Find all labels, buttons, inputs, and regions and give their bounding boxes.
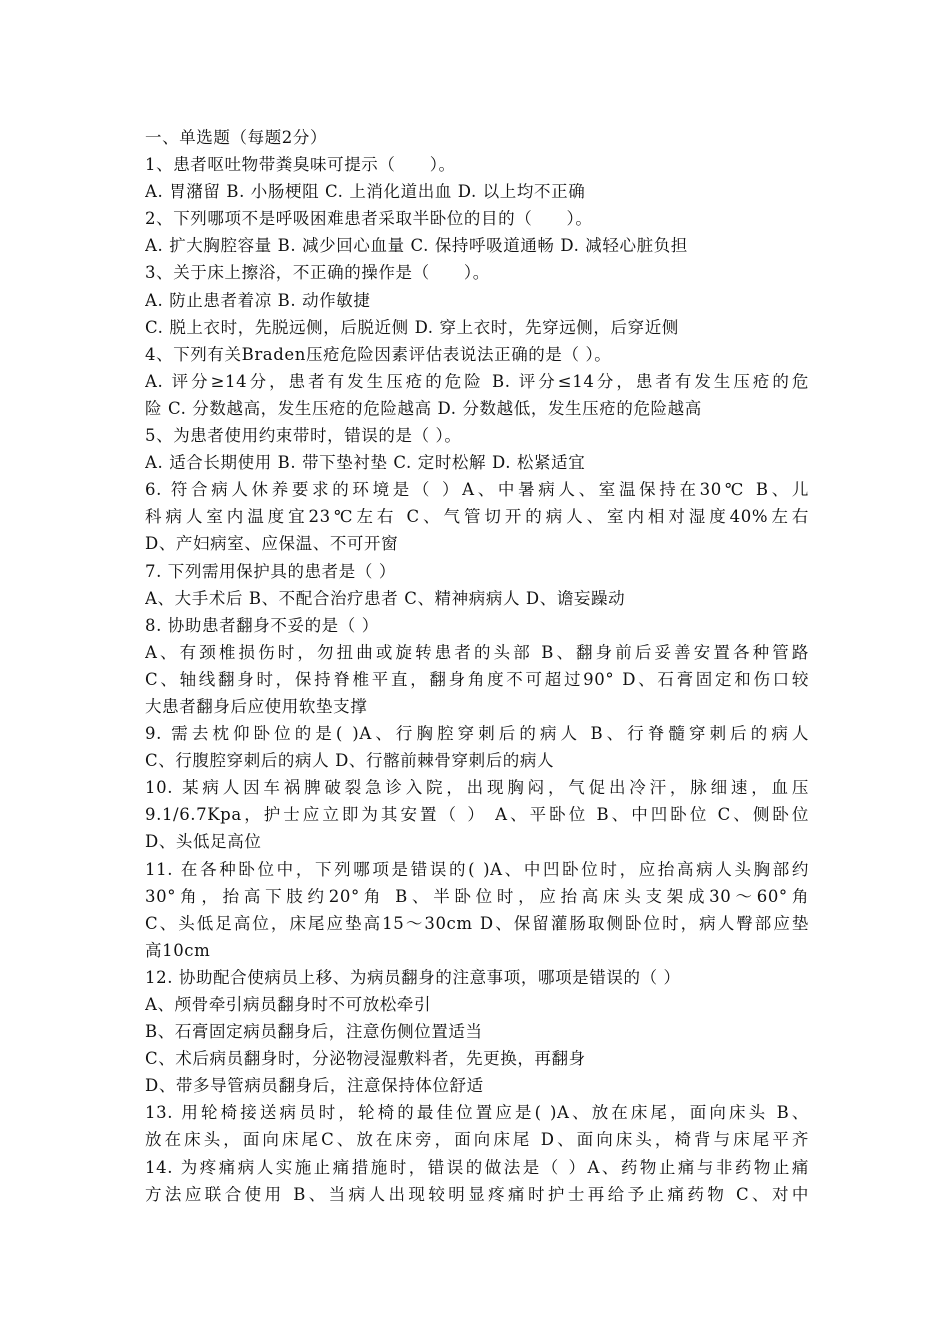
document-line: 9. 需去枕仰卧位的是( )A、行胸腔穿刺后的病人 B、行脊髓穿刺后的病人	[145, 724, 809, 744]
document-line: 险 C. 分数越高，发生压疮的危险越高 D. 分数越低，发生压疮的危险越高	[145, 398, 702, 418]
document-line: D、产妇病室、应保温、不可开窗	[145, 534, 399, 554]
document-line: 大患者翻身后应使用软垫支撑	[145, 696, 368, 716]
document-line: 1、患者呕吐物带粪臭味可提示（ ）。	[145, 155, 456, 175]
document-line: 5、为患者使用约束带时，错误的是（ ）。	[145, 426, 462, 446]
document-line: 8. 协助患者翻身不妥的是（ ）	[145, 615, 379, 635]
document-line: 高10cm	[145, 940, 211, 960]
document-line: B、石膏固定病员翻身后，注意伤侧位置适当	[145, 1022, 483, 1042]
document-line: A、大手术后 B、不配合治疗患者 C、精神病病人 D、谵妄躁动	[145, 588, 626, 608]
document-line: C. 脱上衣时，先脱远侧，后脱近侧 D. 穿上衣时，先穿远侧，后穿近侧	[145, 317, 679, 337]
document-line: 科病人室内温度宜23℃左右 C、气管切开的病人、室内相对湿度40%左右	[145, 507, 809, 527]
document-body	[145, 124, 809, 1208]
document-line: 一、单选题（每题2分）	[145, 128, 328, 147]
document-line: C、头低足高位，床尾应垫高15～30cm D、保留灌肠取侧卧位时，病人臀部应垫	[145, 913, 809, 933]
document-line: 10. 某病人因车祸脾破裂急诊入院，出现胸闷，气促出冷汗，脉细速，血压	[145, 778, 809, 798]
document-line: 9.1/6.7Kpa，护士应立即为其安置（ ） A、平卧位 B、中凹卧位 C、侧卧位	[145, 805, 809, 825]
document-line: A. 防止患者着凉 B. 动作敏捷	[145, 290, 371, 310]
document-line: 放在床头，面向床尾C、放在床旁，面向床尾 D、面向床头，椅背与床尾平齐	[145, 1130, 809, 1150]
document-line: 11. 在各种卧位中，下列哪项是错误的( )A、中凹卧位时，应抬高病人头胸部约	[145, 859, 809, 879]
document-line: D、带多导管病员翻身后，注意保持体位舒适	[145, 1076, 484, 1096]
document-line: 6. 符合病人休养要求的环境是（ ）A、中暑病人、室温保持在30℃ B、儿	[145, 480, 809, 500]
document-line: 方法应联合使用 B、当病人出现较明显疼痛时护士再给予止痛药物 C、对中	[145, 1184, 809, 1204]
document-line: A. 扩大胸腔容量 B. 减少回心血量 C. 保持呼吸道通畅 D. 减轻心脏负担	[145, 236, 688, 256]
document-line: C、术后病员翻身时，分泌物浸湿敷料者，先更换，再翻身	[145, 1049, 586, 1069]
document-line: C、行腹腔穿刺后的病人 D、行髂前棘骨穿刺后的病人	[145, 751, 555, 771]
document-line: 12. 协助配合使病员上移、为病员翻身的注意事项，哪项是错误的（ ）	[145, 967, 681, 987]
document-line: A、有颈椎损伤时，勿扭曲或旋转患者的头部 B、翻身前后妥善安置各种管路	[145, 642, 809, 662]
document-line: 7. 下列需用保护具的患者是（ ）	[145, 561, 396, 581]
document-line: 2、下列哪项不是呼吸困难患者采取半卧位的目的（ ）。	[145, 209, 593, 229]
document-line: A. 评分≥14分，患者有发生压疮的危险 B. 评分≤14分，患者有发生压疮的危	[145, 371, 809, 391]
document-line: 30°角，抬高下肢约20°角 B、半卧位时，应抬高床头支架成30～60°角	[145, 886, 809, 906]
document-line: 3、关于床上擦浴，不正确的操作是（ ）。	[145, 263, 490, 283]
document-line: 4、下列有关Braden压疮危险因素评估表说法正确的是（ ）。	[145, 344, 612, 364]
document-line: A. 胃潴留 B. 小肠梗阻 C. 上消化道出血 D. 以上均不正确	[145, 182, 586, 202]
document-line: A、颅骨牵引病员翻身时不可放松牵引	[145, 995, 432, 1014]
document-line: D、头低足高位	[145, 832, 262, 852]
document-line: C、轴线翻身时，保持脊椎平直，翻身角度不可超过90° D、石膏固定和伤口较	[145, 669, 809, 689]
document-line: A. 适合长期使用 B. 带下垫衬垫 C. 定时松解 D. 松紧适宜	[145, 453, 586, 473]
document-line: 13. 用轮椅接送病员时，轮椅的最佳位置应是( )A、放在床尾，面向床头 B、	[145, 1103, 809, 1123]
document-line: 14. 为疼痛病人实施止痛措施时，错误的做法是（ ）A、药物止痛与非药物止痛	[145, 1157, 809, 1177]
